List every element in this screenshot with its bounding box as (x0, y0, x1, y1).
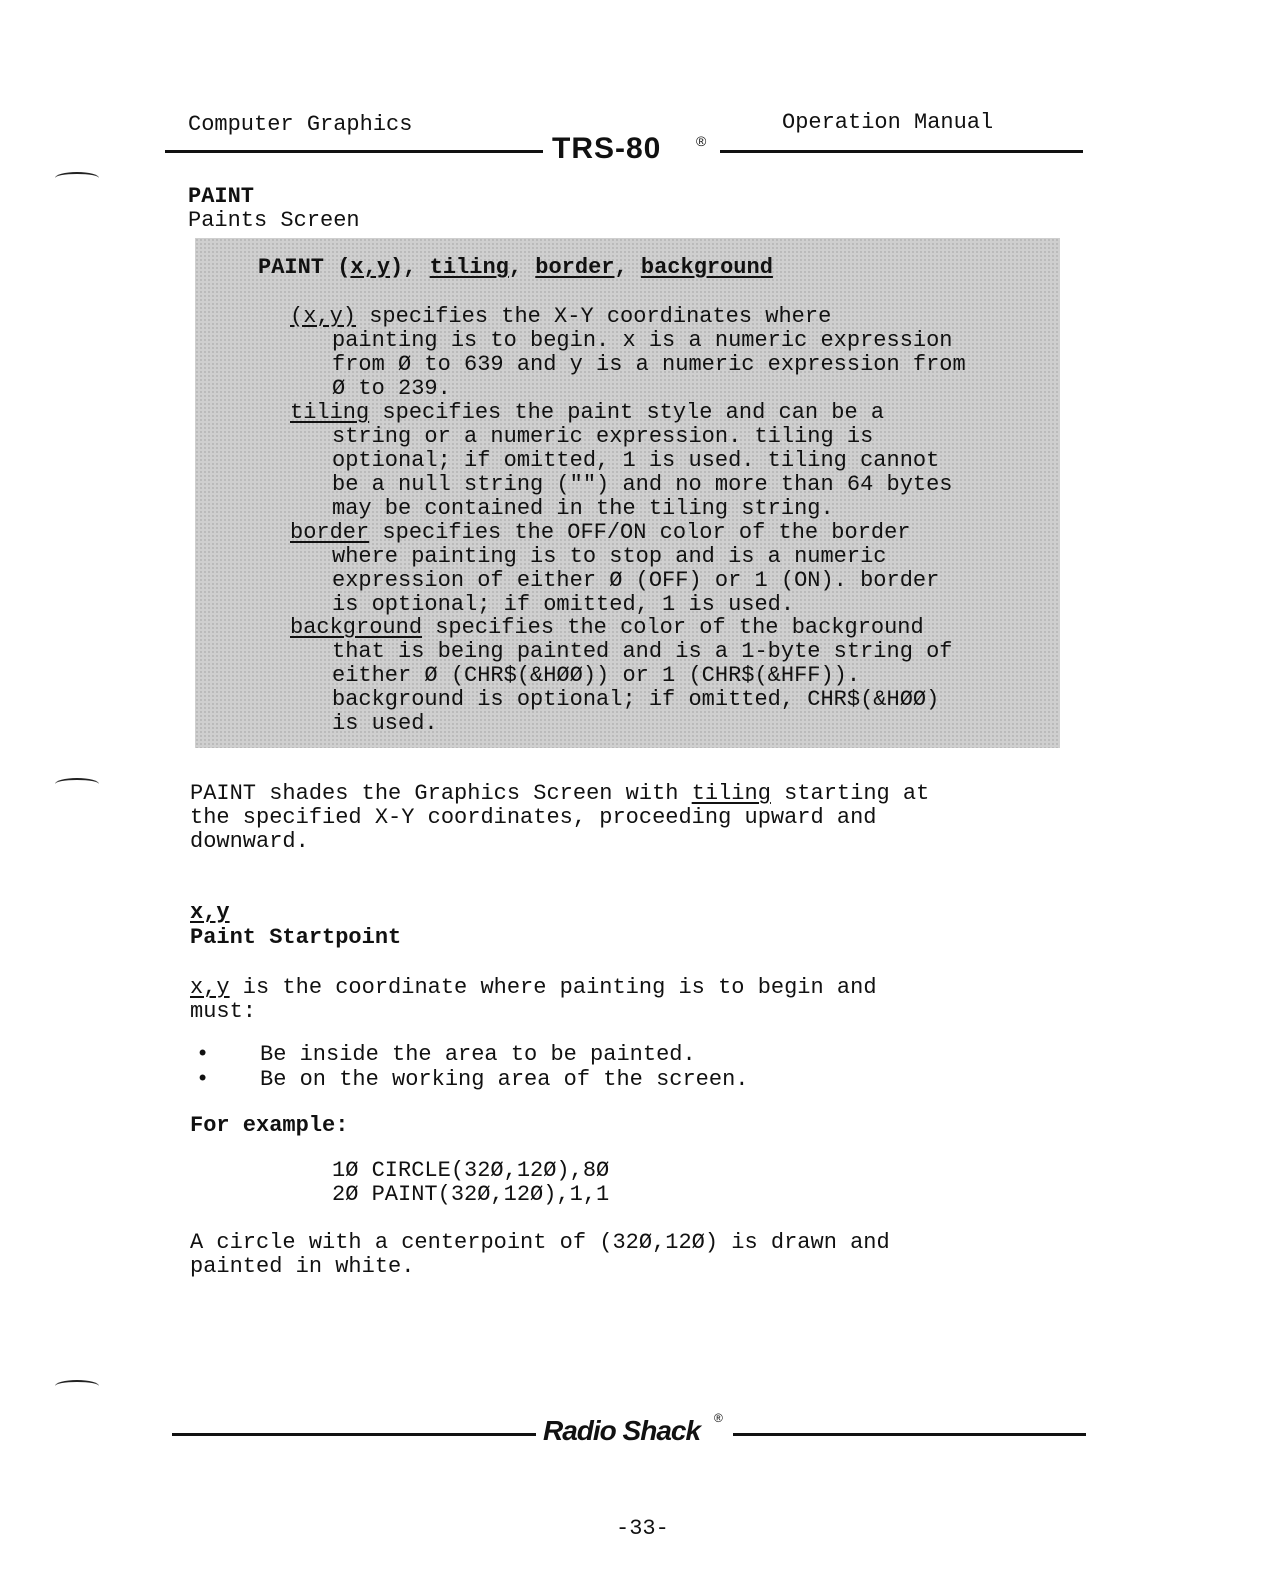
footer-rule-left (172, 1433, 536, 1436)
param-border-line-4: is optional; if omitted, 1 is used. (332, 592, 795, 617)
code-line: 2Ø PAINT(32Ø,12Ø),1,1 (332, 1182, 610, 1207)
param-tiling-line-4: be a null string ("") and no more than 64 bytes (332, 472, 953, 497)
syntax-line: PAINT (x,y), tiling, border, background (258, 255, 773, 280)
param-tiling-line-5: may be contained in the tiling string. (332, 496, 834, 521)
binder-mark (55, 172, 99, 184)
bullet-item: Be on the working area of the screen. (260, 1067, 749, 1092)
xy-subheading: Paint Startpoint (190, 925, 402, 950)
xy-text-line-2: must: (190, 999, 257, 1024)
page-number: -33- (616, 1516, 669, 1541)
radio-shack-logo: Radio Shack (543, 1415, 701, 1446)
param-xy-line-2: painting is to begin. x is a numeric expression (332, 328, 953, 353)
intro-line-2: the specified X-Y coordinates, proceeding upward and (190, 805, 877, 830)
param-xy-line-4: Ø to 239. (332, 376, 451, 401)
trs80-logo: TRS-80 (552, 132, 662, 165)
header-rule-right (720, 150, 1083, 153)
param-background-line-4: background is optional; if omitted, CHR$(&HØØ) (332, 687, 940, 712)
binder-mark (55, 778, 99, 790)
code-line: 1Ø CIRCLE(32Ø,12Ø),8Ø (332, 1158, 610, 1183)
param-background-line-5: is used. (332, 711, 438, 736)
result-line-2: painted in white. (190, 1254, 415, 1279)
header-right: Operation Manual (782, 110, 994, 135)
param-background-line-3: either Ø (CHR$(&HØØ)) or 1 (CHR$(&HFF)). (332, 663, 861, 688)
xy-text-line-1: x,y is the coordinate where painting is to begin and (190, 975, 877, 1000)
bullet-item: Be inside the area to be painted. (260, 1042, 696, 1067)
param-tiling-line-2: string or a numeric expression. tiling is (332, 424, 874, 449)
section-subtitle: Paints Screen (188, 208, 360, 233)
bullet-icon: • (196, 1042, 210, 1067)
footer-rule-right (733, 1433, 1086, 1436)
param-xy-line-3: from Ø to 639 and y is a numeric expression from (332, 352, 966, 377)
binder-mark (55, 1380, 99, 1392)
param-tiling-line-1: tiling specifies the paint style and can be a (290, 400, 885, 425)
result-line-1: A circle with a centerpoint of (32Ø,12Ø) is drawn and (190, 1230, 890, 1255)
xy-heading: x,y (190, 900, 230, 925)
header-rule-left (165, 150, 543, 153)
param-border-line-3: expression of either Ø (OFF) or 1 (ON). border (332, 568, 940, 593)
section-title: PAINT (188, 184, 255, 209)
intro-line-3: downward. (190, 829, 309, 854)
param-background-line-1: background specifies the color of the background (290, 615, 924, 640)
param-background-line-2: that is being painted and is a 1-byte string of (332, 639, 953, 664)
intro-line-1: PAINT shades the Graphics Screen with tiling starting at (190, 781, 930, 806)
registered-mark: ® (714, 1411, 723, 1425)
param-border-line-2: where painting is to stop and is a numeric (332, 544, 887, 569)
example-label: For example: (190, 1113, 349, 1138)
param-border-line-1: border specifies the OFF/ON color of the border (290, 520, 911, 545)
registered-mark: ® (696, 133, 707, 149)
header-left: Computer Graphics (188, 112, 413, 137)
param-xy-line-1: (x,y) specifies the X-Y coordinates where (290, 304, 832, 329)
bullet-icon: • (196, 1067, 210, 1092)
param-tiling-line-3: optional; if omitted, 1 is used. tiling cannot (332, 448, 940, 473)
